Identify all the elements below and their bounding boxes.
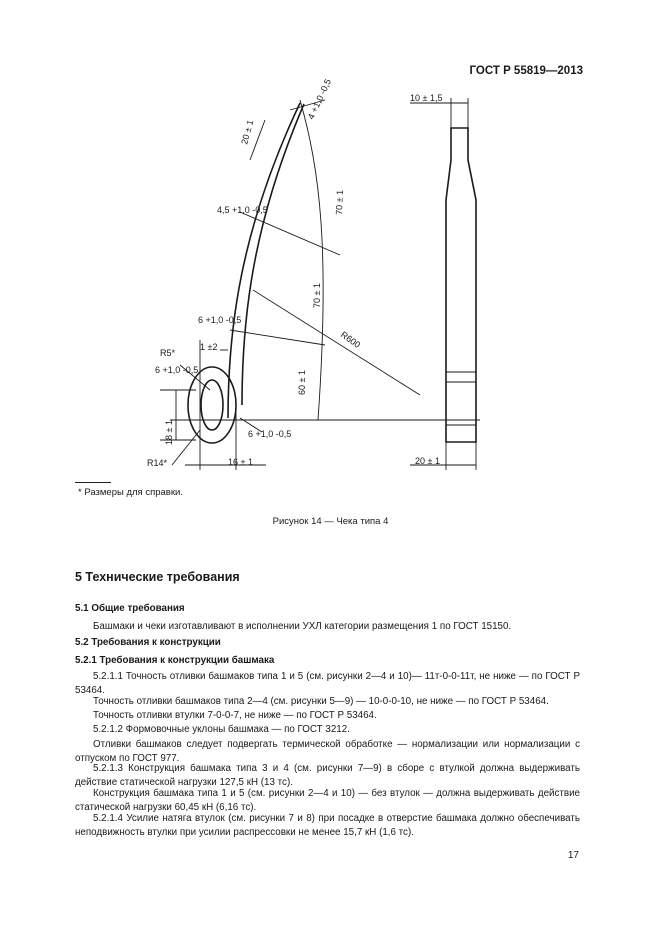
paragraph-load-type-1-5: Конструкция башмака типа 1 и 5 (см. рисунки 2—4 и 10) — без втулок — должна выдерживать действие статической нагрузки 60,45 кН (6,16 тс).	[75, 788, 580, 813]
dim-tip-thk: 4 +1,0 -0,5	[305, 77, 334, 121]
figure-footnote: * Размеры для справки.	[78, 487, 183, 498]
subsection-5-2-title: 5.2 Требования к конструкции	[75, 637, 221, 648]
wedge-inner-curve	[242, 104, 304, 405]
wedge-outer-curve	[228, 103, 300, 418]
footnote-divider	[75, 482, 111, 483]
dim-radius: R600	[338, 329, 363, 350]
paragraph-5-2-1-4: 5.2.1.4 Усилие натяга втулок (см. рисунки 7 и 8) при посадке в отверстие башмака должно обеспечивать неподвижность втулки при усилии распрессовки не менее 15,7 кН (1,6 тс).	[75, 813, 580, 838]
dim-seg1: 70 ± 1	[334, 189, 345, 216]
drawing-outline	[188, 103, 476, 443]
dim-thk-mid: 4,5 +1,0 -0,5	[217, 205, 268, 215]
dim-offset: 1 ±2	[200, 342, 218, 352]
dim-r-slot: R5*	[160, 348, 176, 358]
paragraph-heat-treatment: Отливки башмаков следует подвергать термической обработке — нормализации или нормализации с отпуском по ГОСТ 977.	[75, 739, 580, 764]
dim-tip-len: 20 ± 1	[239, 118, 256, 146]
subsection-5-1-title: 5.1 Общие требования	[75, 603, 185, 614]
paragraph-5-2-1-2: 5.2.1.2 Формовочные уклоны башмака — по ГОСТ 3212.	[93, 724, 350, 735]
slot-inner	[201, 380, 223, 430]
dim-seg3: 60 ± 1	[297, 370, 307, 395]
dim-base-w: 16 ± 1	[228, 457, 253, 467]
paragraph-5-2-1-1: 5.2.1.1 Точность отливки башмаков типа 1 и 5 (см. рисунки 2—4 и 10)— 11т-0-0-11т, не ниже — по ГОСТ Р 53464.	[75, 671, 580, 696]
dim-top-width: 10 ± 1,5	[410, 93, 443, 103]
paragraph-accuracy-bushing: Точность отливки втулки 7-0-0-7, не ниже — по ГОСТ Р 53464.	[93, 710, 377, 721]
figure-caption: Рисунок 14 — Чека типа 4	[272, 516, 389, 527]
document-header: ГОСТ Р 55819—2013	[469, 65, 583, 77]
dim-slot-gap: 6 +1,0 -0,5	[248, 429, 292, 439]
dim-slot-w: 6 +1,0 -0,5	[155, 365, 199, 375]
dim-slot-h: 18 ± 1	[164, 420, 174, 445]
paragraph-accuracy-2-4: Точность отливки башмаков типа 2—4 (см. рисунки 5—9) — 10-0-0-10, не ниже — по ГОСТ Р 53464.	[93, 696, 549, 707]
paragraph-5-2-1-3: 5.2.1.3 Конструкция башмака типа 3 и 4 (см. рисунки 7—9) в сборе с втулкой должна выдерживать действие статической нагрузки 127,5 кН (13 тс).	[75, 763, 580, 788]
subsection-5-1-text: Башмаки и чеки изготавливают в исполнении УХЛ категории размещения 1 по ГОСТ 15150.	[93, 621, 512, 632]
dim-r-outer: R14*	[147, 458, 168, 468]
dim-side-w: 20 ± 1	[415, 456, 440, 466]
dim-seg2: 70 ± 1	[312, 283, 322, 308]
page-number: 17	[567, 850, 579, 861]
section-title: 5 Технические требования	[75, 570, 240, 584]
dim-thk-low: 6 +1,0 -0,5	[198, 315, 242, 325]
side-view-outline	[446, 128, 476, 442]
subsection-5-2-1-title: 5.2.1 Требования к конструкции башмака	[75, 655, 275, 666]
